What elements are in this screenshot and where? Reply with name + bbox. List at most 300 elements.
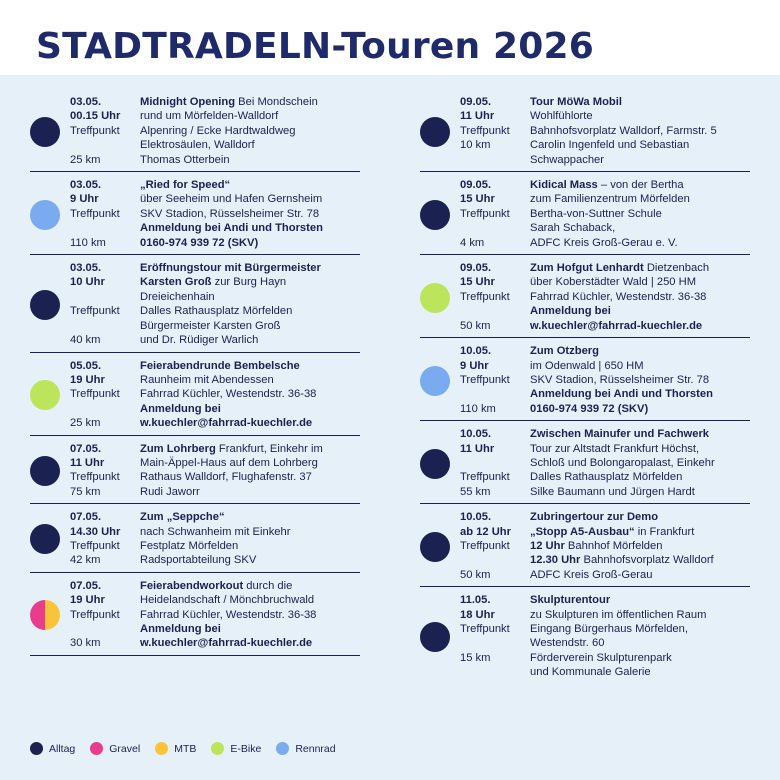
tour-row xyxy=(420,304,750,318)
tour-row-label: 07.05. xyxy=(70,511,102,524)
tour-row-label: Treffpunkt xyxy=(70,608,120,621)
tour-row-value xyxy=(140,373,360,387)
tour-row-value xyxy=(530,95,750,109)
tour-row xyxy=(420,178,750,192)
legend-label: Alltag xyxy=(49,742,76,755)
tour-row-value xyxy=(530,153,750,167)
tour-row-text: Frankfurt, Einkehr im xyxy=(215,442,323,455)
tour-row xyxy=(30,539,360,553)
tour-row-text: Feierabendworkout xyxy=(140,579,244,592)
tour-row-value xyxy=(140,593,360,607)
tour-row-label: Treffpunkt xyxy=(460,471,510,484)
tour-row-text: – von der Bertha xyxy=(597,179,684,192)
tour-row-label: 40 km xyxy=(70,334,101,347)
tour-row-text: Radsportabteilung SKV xyxy=(140,554,257,567)
tour-row-text: 12.30 Uhr xyxy=(530,554,581,567)
tour-column-left xyxy=(30,92,360,659)
tour-row-value xyxy=(530,402,750,416)
tour-row-text: ADFC Kreis Groß-Gerau e. V. xyxy=(530,236,678,249)
tour-row-text: Schwappacher xyxy=(530,153,605,166)
tour-row-text: Main-Äppel-Haus auf dem Lohrberg xyxy=(140,456,318,469)
tour-row xyxy=(30,304,360,318)
tour-type-dot xyxy=(420,622,450,652)
legend-item-rennrad xyxy=(276,742,335,755)
tour-row-label: 110 km xyxy=(460,402,496,415)
tour-row-label: 07.05. xyxy=(70,579,102,592)
legend-label: Gravel xyxy=(109,742,141,755)
tour-row-text: w.kuechler@fahrrad-kuechler.de xyxy=(530,319,703,332)
tour-row xyxy=(30,525,360,539)
tour-row xyxy=(420,261,750,275)
tour-row-value xyxy=(140,622,360,636)
tour-row-value xyxy=(530,568,750,582)
tour-row-text: 12 Uhr xyxy=(530,539,565,552)
tour-row xyxy=(30,192,360,206)
tour-entry xyxy=(420,258,750,338)
tour-row-text: Dalles Rathausplatz Mörfelden xyxy=(140,305,293,318)
tour-row xyxy=(420,622,750,636)
tour-row xyxy=(420,290,750,304)
tour-type-dot xyxy=(420,283,450,313)
tour-row-label: 25 km xyxy=(70,153,101,166)
tour-row-label: 15 Uhr xyxy=(460,276,495,289)
tour-row-value xyxy=(140,138,360,152)
tour-row-value xyxy=(530,427,750,441)
tour-type-dot xyxy=(30,380,60,410)
tour-row xyxy=(420,593,750,607)
tour-row-label: 11.05. xyxy=(460,594,491,607)
tour-row-text: zu Skulpturen im öffentlichen Raum xyxy=(530,608,707,621)
legend xyxy=(30,742,351,755)
tour-row xyxy=(30,124,360,138)
tour-row-text: Rudi Jaworr xyxy=(140,485,200,498)
tour-row xyxy=(30,608,360,622)
tour-row xyxy=(420,485,750,499)
tour-row xyxy=(30,207,360,221)
tour-row-label: Treffpunkt xyxy=(70,207,120,220)
tour-row-value xyxy=(140,456,360,470)
tour-entry xyxy=(420,92,750,172)
tour-row-label: 03.05. xyxy=(70,262,102,275)
tour-row xyxy=(420,608,750,622)
tour-row-text: Fahrrad Küchler, Westendstr. 36-38 xyxy=(140,388,317,401)
tour-row xyxy=(420,373,750,387)
tour-row-text: ADFC Kreis Groß-Gerau xyxy=(530,568,653,581)
tour-row-text: im Odenwald | 650 HM xyxy=(530,359,644,372)
tour-row xyxy=(420,427,750,441)
tour-row-text: Eingang Bürgerhaus Mörfelden, xyxy=(530,623,688,635)
tour-row-text: Zum Hofgut Lenhardt xyxy=(530,262,644,275)
tour-row-text: rund um Mörfelden-Walldorf xyxy=(140,110,279,123)
tour-row-text: 0160-974 939 72 (SKV) xyxy=(140,236,259,249)
tour-row xyxy=(30,579,360,593)
legend-label: Rennrad xyxy=(295,742,336,755)
tour-row-label: 03.05. xyxy=(70,96,102,108)
tour-row xyxy=(30,387,360,401)
tour-row-text: Rathaus Walldorf, Flughafenstr. 37 xyxy=(140,471,312,484)
tour-type-dot xyxy=(420,366,450,396)
tour-row xyxy=(420,221,750,235)
tour-row-text: Zum Otzberg xyxy=(530,345,599,358)
tour-row-label: 50 km xyxy=(460,319,491,332)
tour-row-label: Treffpunkt xyxy=(460,290,510,303)
tour-row xyxy=(30,470,360,484)
tour-row-value xyxy=(140,261,360,275)
tour-row-value xyxy=(140,207,360,221)
tour-type-dot xyxy=(420,200,450,230)
tour-row-text: SKV Stadion, Rüsselsheimer Str. 78 xyxy=(140,207,320,220)
tour-row-label: 11 Uhr xyxy=(460,110,495,123)
tour-row-value xyxy=(140,608,360,622)
tour-row xyxy=(420,109,750,123)
tour-row-value xyxy=(530,470,750,484)
tour-row-label: 10.05. xyxy=(460,428,492,441)
tour-row-value xyxy=(530,178,750,192)
tour-row-text: Schloß und Bolongaropalast, Einkehr xyxy=(530,456,715,469)
tour-row-label: ab 12 Uhr xyxy=(460,525,511,538)
legend-label: E-Bike xyxy=(230,742,262,755)
tour-row-value xyxy=(530,373,750,387)
tour-row-label: 4 km xyxy=(460,236,485,249)
tour-row xyxy=(30,593,360,607)
legend-dot xyxy=(90,742,103,755)
tour-row-text: Sarah Schaback, xyxy=(530,222,616,235)
tour-row-value xyxy=(140,510,360,524)
tour-row-text: Anmeldung bei Andi und Thorsten xyxy=(140,222,323,235)
tour-entry xyxy=(420,175,750,255)
tour-type-dot xyxy=(30,456,60,486)
tour-row xyxy=(420,387,750,401)
tour-row-text: „Ried for Speed“ xyxy=(140,179,231,192)
tour-type-dot xyxy=(30,600,60,630)
legend-item-mtb xyxy=(155,742,196,755)
tour-row-text: w.kuechler@fahrrad-kuechler.de xyxy=(140,417,313,430)
tour-row-label: 75 km xyxy=(70,485,101,498)
tour-row-label: 11 Uhr xyxy=(460,442,495,455)
tour-row-label: 9 Uhr xyxy=(460,359,489,372)
tour-row-label: Treffpunkt xyxy=(460,124,510,137)
tour-row xyxy=(30,359,360,373)
tour-row-text: Dalles Rathausplatz Mörfelden xyxy=(530,471,683,484)
tour-row-label: 10 km xyxy=(460,139,491,152)
tour-entry xyxy=(30,507,360,573)
tour-row xyxy=(30,319,360,333)
tour-entry xyxy=(30,175,360,255)
tour-row-text: Bahnhofsvorplatz Walldorf, Farmstr. 5 xyxy=(530,124,717,137)
tour-row-text: Festplatz Mörfelden xyxy=(140,539,239,552)
tour-type-dot xyxy=(420,117,450,147)
legend-item-ebike xyxy=(211,742,261,755)
tour-row xyxy=(420,95,750,109)
tour-row-text: SKV Stadion, Rüsselsheimer Str. 78 xyxy=(530,373,710,386)
tour-row xyxy=(420,192,750,206)
tour-row-text: Silke Baumann und Jürgen Hardt xyxy=(530,485,695,498)
legend-dot xyxy=(276,742,289,755)
tour-row xyxy=(420,344,750,358)
tour-row xyxy=(30,109,360,123)
tour-row-value xyxy=(530,651,750,665)
tour-row-text: über Koberstädter Wald | 250 HM xyxy=(530,276,697,289)
tour-row xyxy=(420,275,750,289)
tour-row-label: 15 Uhr xyxy=(460,193,495,206)
tour-row xyxy=(420,470,750,484)
tour-row-label: 9 Uhr xyxy=(70,193,99,206)
tour-row-value xyxy=(530,553,750,567)
tour-row xyxy=(420,359,750,373)
tour-row-text: Karsten Groß xyxy=(140,276,212,289)
tour-row-text: Fahrrad Küchler, Westendstr. 36-38 xyxy=(530,290,707,303)
tour-row-label: Treffpunkt xyxy=(460,207,510,220)
tour-row xyxy=(30,275,360,289)
tour-row xyxy=(420,568,750,582)
tour-entry xyxy=(420,507,750,587)
tour-row xyxy=(420,138,750,152)
tour-row-value xyxy=(530,192,750,206)
tour-row-text: zum Familienzentrum Mörfelden xyxy=(530,193,690,206)
tour-row-value xyxy=(530,344,750,358)
tour-row-label: 10.05. xyxy=(460,511,492,524)
tour-row-value xyxy=(140,402,360,416)
tour-row-text: Raunheim mit Abendessen xyxy=(140,373,274,386)
tour-row-text: Fahrrad Küchler, Westendstr. 36-38 xyxy=(140,608,317,621)
tour-row xyxy=(420,319,750,333)
tour-entry xyxy=(420,341,750,421)
tour-row-text: Bahnhof Mörfelden xyxy=(564,539,663,552)
tour-row-value xyxy=(530,636,750,650)
tour-entry xyxy=(30,356,360,436)
tour-row-label: 18 Uhr xyxy=(460,608,495,621)
tour-row-label: 09.05. xyxy=(460,179,492,192)
tour-entry xyxy=(30,439,360,505)
tour-row-text: Anmeldung bei xyxy=(530,305,611,318)
tour-row-text: Zum Lohrberg xyxy=(140,442,216,455)
tour-row xyxy=(420,402,750,416)
tour-row-value xyxy=(530,290,750,304)
tour-row xyxy=(420,236,750,250)
tour-row-text: Anmeldung bei xyxy=(140,402,221,415)
tour-row xyxy=(30,553,360,567)
tour-row-label: 00.15 Uhr xyxy=(70,110,121,123)
tour-row-label: 30 km xyxy=(70,637,101,650)
tour-row xyxy=(420,525,750,539)
tour-row-value xyxy=(140,387,360,401)
tour-row-label: 15 km xyxy=(460,651,491,664)
tour-row-label: Treffpunkt xyxy=(70,305,120,318)
tour-row-label: 09.05. xyxy=(460,262,492,275)
tour-row xyxy=(30,290,360,304)
tour-type-dot xyxy=(420,532,450,562)
tour-row-text: nach Schwanheim mit Einkehr xyxy=(140,525,291,538)
legend-label: MTB xyxy=(174,742,197,755)
tour-row-value xyxy=(530,304,750,318)
tour-row-value xyxy=(140,221,360,235)
tour-type-dot-half xyxy=(30,600,45,630)
tour-row-value xyxy=(140,579,360,593)
tour-row-value xyxy=(140,359,360,373)
tour-row xyxy=(30,416,360,430)
tour-row-label: Treffpunkt xyxy=(70,539,120,552)
tour-row xyxy=(420,124,750,138)
legend-item-alltag xyxy=(30,742,75,755)
tour-row-text: Thomas Otterbein xyxy=(140,153,230,166)
tour-row-label: 110 km xyxy=(70,236,106,249)
tour-row-text: durch die xyxy=(243,579,293,592)
legend-item-gravel xyxy=(90,742,140,755)
tour-row-value xyxy=(140,236,360,250)
tour-row-value xyxy=(530,109,750,123)
tour-row xyxy=(30,373,360,387)
tour-row-value xyxy=(140,178,360,192)
tour-row-text: in Frankfurt xyxy=(634,525,695,538)
tour-row-label: 19 Uhr xyxy=(70,373,105,386)
tour-row-value xyxy=(530,485,750,499)
tour-row-label xyxy=(420,153,530,167)
tour-type-dot-half xyxy=(45,600,60,630)
tour-row-text: Midnight Opening xyxy=(140,96,236,108)
tour-row-label: Treffpunkt xyxy=(70,471,120,484)
tour-row xyxy=(30,402,360,416)
tour-row-value xyxy=(530,319,750,333)
tour-type-dot xyxy=(420,449,450,479)
legend-dot xyxy=(211,742,224,755)
tour-row-value xyxy=(530,608,750,622)
tour-row-text: Dietzenbach xyxy=(643,262,710,275)
tour-row-text: Anmeldung bei xyxy=(140,623,221,635)
tour-row-label: Treffpunkt xyxy=(460,373,510,386)
tour-row-value xyxy=(530,359,750,373)
tour-row-label: 05.05. xyxy=(70,359,102,372)
tour-row-value xyxy=(530,275,750,289)
tour-row-value xyxy=(140,319,360,333)
tour-row-value xyxy=(140,304,360,318)
tour-type-dot xyxy=(30,200,60,230)
tour-row xyxy=(30,221,360,235)
tour-row xyxy=(420,456,750,470)
tour-row-value xyxy=(140,290,360,304)
tour-row xyxy=(420,153,750,167)
tour-row-label: 11 Uhr xyxy=(70,456,105,469)
tour-row-value xyxy=(140,636,360,650)
tour-row-text: und Dr. Rüdiger Warlich xyxy=(140,334,259,347)
tour-row-value xyxy=(530,207,750,221)
tour-row-text: Bei Mondschein xyxy=(235,96,318,108)
tour-row-text: Westendstr. 60 xyxy=(530,637,605,650)
tour-row xyxy=(420,651,750,665)
tour-row xyxy=(30,95,360,109)
tour-row-value xyxy=(530,456,750,470)
tour-row-text: Zwischen Mainufer und Fachwerk xyxy=(530,428,710,441)
tour-row-value xyxy=(140,275,360,289)
tour-row-value xyxy=(140,525,360,539)
tour-type-dot xyxy=(30,290,60,320)
tour-entry xyxy=(420,590,750,683)
legend-dot xyxy=(155,742,168,755)
tour-row-text: Alpenring / Ecke Hardtwaldweg xyxy=(140,124,296,137)
tour-row-label: 03.05. xyxy=(70,179,102,192)
tour-row-value xyxy=(530,525,750,539)
tour-row xyxy=(30,333,360,347)
tour-row-label: 42 km xyxy=(70,554,101,567)
tour-row-value xyxy=(530,539,750,553)
tour-row-value xyxy=(140,539,360,553)
tour-row xyxy=(30,456,360,470)
tour-entry xyxy=(30,92,360,172)
tour-entry xyxy=(30,258,360,352)
tour-row-label xyxy=(420,665,530,679)
tour-row-text: Anmeldung bei Andi und Thorsten xyxy=(530,388,713,401)
tour-row-text: „Stopp A5-Ausbau“ xyxy=(530,525,635,538)
tour-row-value xyxy=(530,261,750,275)
tour-row xyxy=(30,622,360,636)
tour-row-text: Tour zur Altstadt Frankfurt Höchst, xyxy=(530,442,700,455)
tour-column-right xyxy=(420,92,750,687)
tour-row-text: zur Burg Hayn xyxy=(211,276,287,289)
tour-row xyxy=(420,442,750,456)
tour-row-text: Bürgermeister Karsten Groß xyxy=(140,319,281,332)
tour-entry xyxy=(30,576,360,656)
tour-row-text: über Seeheim und Hafen Gernsheim xyxy=(140,193,323,206)
tour-row-value xyxy=(140,124,360,138)
tour-row-value xyxy=(530,622,750,636)
tour-row-value xyxy=(530,665,750,679)
tour-row xyxy=(30,236,360,250)
tour-row-value xyxy=(140,416,360,430)
tour-row-label: 10.05. xyxy=(460,345,492,358)
tour-row xyxy=(30,636,360,650)
tour-row-value xyxy=(140,333,360,347)
tour-row xyxy=(30,510,360,524)
tour-row-text: Skulpturentour xyxy=(530,594,611,607)
tour-row-text: Zum „Seppche“ xyxy=(140,511,225,524)
tour-row-label: Treffpunkt xyxy=(70,388,120,401)
tour-row-text: Elektrosäulen, Walldorf xyxy=(140,139,255,152)
tour-row-text: und Kommunale Galerie xyxy=(530,666,651,679)
tour-row-value xyxy=(140,485,360,499)
tour-row xyxy=(30,442,360,456)
tour-row-value xyxy=(530,221,750,235)
tour-row-value xyxy=(140,109,360,123)
tour-row-text: Bahnhofsvorplatz Walldorf xyxy=(580,554,714,567)
tour-row-label: 09.05. xyxy=(460,96,492,108)
page-title: STADTRADELN-Touren 2026 xyxy=(36,26,595,67)
tour-row xyxy=(420,207,750,221)
tour-row-value xyxy=(530,124,750,138)
tour-row-text: Zubringertour zur Demo xyxy=(530,511,659,524)
tour-row-label: 50 km xyxy=(460,568,491,581)
tour-row-value xyxy=(140,442,360,456)
tour-row xyxy=(30,178,360,192)
tour-row xyxy=(420,665,750,679)
tour-row-value xyxy=(530,442,750,456)
tour-row-text: Feierabendrunde Bembelsche xyxy=(140,359,300,372)
tour-row-text: Tour MöWa Mobil xyxy=(530,96,622,108)
tour-row xyxy=(420,510,750,524)
tour-row xyxy=(30,261,360,275)
tour-row-value xyxy=(530,387,750,401)
legend-dot xyxy=(30,742,43,755)
tour-row-value xyxy=(140,153,360,167)
tour-row-text: Dreieichenhain xyxy=(140,290,215,303)
tour-row xyxy=(420,553,750,567)
tour-row xyxy=(30,153,360,167)
tour-row-text: Bertha-von-Suttner Schule xyxy=(530,207,662,220)
tour-row-value xyxy=(530,236,750,250)
tour-row-text: Heidelandschaft / Mönchbruchwald xyxy=(140,594,315,607)
tour-row-text: 0160-974 939 72 (SKV) xyxy=(530,402,649,415)
tour-row-value xyxy=(140,192,360,206)
tour-row-label: 25 km xyxy=(70,417,101,430)
tour-row-value xyxy=(140,95,360,109)
